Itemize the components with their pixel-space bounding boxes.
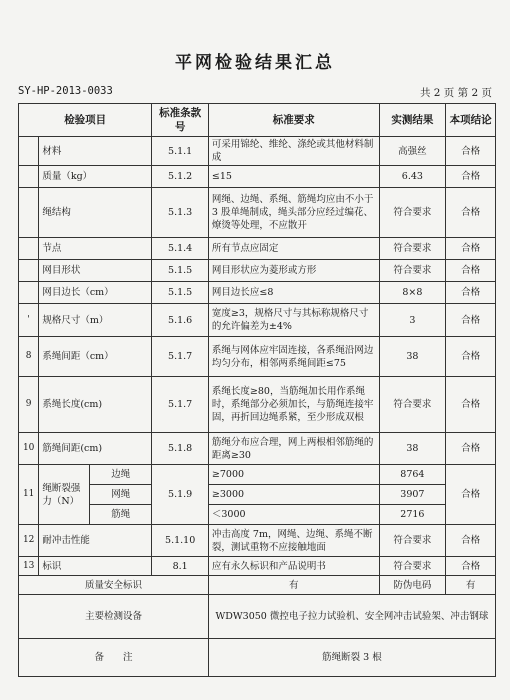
table-row [19,337,496,377]
verdict: 合格 [446,166,496,188]
equipment-value: WDW3050 微控电子拉力试验机、安全网冲击试验架、冲击钢球 [208,595,495,639]
table-row [19,137,496,166]
verdict: 合格 [446,337,496,377]
clause: 5.1.6 [152,304,209,337]
header-result: 实测结果 [379,104,446,137]
requirement: 网绳、边绳、系绳、筋绳均应由不小于 3 股单绳制成，绳头部分应经过编花、燎烫等处理，不应散开 [208,188,379,238]
header-row [19,104,496,137]
result: 符合要求 [379,260,446,282]
row-index: 9 [19,377,39,433]
strength-row [19,485,496,505]
safety-mark-row [19,576,496,595]
impact-row [19,525,496,557]
mark-row [19,557,496,576]
requirement: 冲击高度 7m，网绳、边绳、系绳不断裂，测试重物不应接触地面 [208,525,379,557]
inspection-table [18,103,496,677]
document-number: SY-HP-2013-0033 [18,85,113,97]
requirement: 系绳与网体应牢固连接，各系绳沿网边均匀分布，相邻两系绳间距≤75 [208,337,379,377]
result: 8×8 [379,282,446,304]
result: 38 [379,337,446,377]
clause: 5.1.1 [152,137,209,166]
table-row [19,433,496,465]
result: 符合要求 [379,238,446,260]
verdict: 合格 [446,188,496,238]
requirement: 宽度≥3，规格尺寸与其标称规格尺寸的允许偏差为±4% [208,304,379,337]
table-row [19,188,496,238]
strength-row [19,505,496,525]
strength-row [19,465,496,485]
requirement: ≥7000 [208,465,379,485]
table-row [19,238,496,260]
clause: 5.1.10 [152,525,209,557]
safety-mark-label: 质量安全标识 [19,576,209,595]
result: 符合要求 [379,377,446,433]
header-requirement: 标准要求 [208,104,379,137]
table-row [19,166,496,188]
verdict: 合格 [446,465,496,525]
item-name: 网目形状 [39,260,152,282]
verdict: 合格 [446,525,496,557]
row-index [19,260,39,282]
result: 符合要求 [379,557,446,576]
requirement: 所有节点应固定 [208,238,379,260]
page-count: 共 2 页 第 2 页 [419,87,492,99]
requirement: 网目边长应≤8 [208,282,379,304]
table-row [19,260,496,282]
item-name: 绳结构 [39,188,152,238]
item-name: 质量（kg） [39,166,152,188]
requirement: 系绳长度≥80，当筋绳加长用作系绳时，系绳部分必须加长，与筋绳连接牢固，再折回边绳系紧，至少形成双根 [208,377,379,433]
equipment-row [19,595,496,639]
clause: 5.1.7 [152,377,209,433]
item-name: 材料 [39,137,152,166]
remarks-value: 筋绳断裂 3 根 [208,639,495,677]
row-index: ' [19,304,39,337]
item-name: 系绳长度(cm) [39,377,152,433]
result: 3 [379,304,446,337]
safety-mark-verdict: 有 [446,576,496,595]
sub-item: 边绳 [90,465,152,485]
header-verdict: 本项结论 [446,104,496,137]
clause: 5.1.8 [152,433,209,465]
clause: 8.1 [152,557,209,576]
header-clause: 标准条款号 [152,104,209,137]
row-index [19,188,39,238]
result: 8764 [379,465,446,485]
verdict: 合格 [446,260,496,282]
row-index: 13 [19,557,39,576]
verdict: 合格 [446,282,496,304]
item-name: 网目边长（cm） [39,282,152,304]
row-index: 8 [19,337,39,377]
item-name: 规格尺寸（m） [39,304,152,337]
row-index [19,238,39,260]
row-index [19,282,39,304]
page-title: 平网检验结果汇总 [175,53,335,73]
item-name: 耐冲击性能 [39,525,152,557]
result: 符合要求 [379,525,446,557]
verdict: 合格 [446,304,496,337]
equipment-label: 主要检测设备 [19,595,209,639]
requirement: ＜3000 [208,505,379,525]
header-item: 检验项目 [19,104,152,137]
row-index: 11 [19,465,39,525]
item-name: 系绳间距（cm） [39,337,152,377]
requirement: 应有永久标识和产品说明书 [208,557,379,576]
verdict: 合格 [446,238,496,260]
verdict: 合格 [446,557,496,576]
result: 3907 [379,485,446,505]
requirement: ≥3000 [208,485,379,505]
result: 38 [379,433,446,465]
result: 6.43 [379,166,446,188]
clause: 5.1.7 [152,337,209,377]
safety-mark-result: 防伪电码 [379,576,446,595]
verdict: 合格 [446,433,496,465]
sub-item: 筋绳 [90,505,152,525]
clause: 5.1.4 [152,238,209,260]
safety-mark-value: 有 [208,576,379,595]
requirement: 网目形状应为菱形或方形 [208,260,379,282]
clause: 5.1.2 [152,166,209,188]
row-index: 10 [19,433,39,465]
row-index: 12 [19,525,39,557]
requirement: ≤15 [208,166,379,188]
requirement: 筋绳分布应合理，网上两根相邻筋绳的距离≥30 [208,433,379,465]
row-index [19,137,39,166]
requirement: 可采用锦纶、维纶、涤纶或其他材料制成 [208,137,379,166]
clause: 5.1.5 [152,260,209,282]
verdict: 合格 [446,377,496,433]
remarks-row [19,639,496,677]
result: 高强丝 [379,137,446,166]
item-name: 节点 [39,238,152,260]
clause: 5.1.3 [152,188,209,238]
remarks-label: 备 注 [19,639,209,677]
item-name: 绳断裂强力（N） [39,465,90,525]
table-row [19,304,496,337]
item-name: 标识 [39,557,152,576]
item-name: 筋绳间距(cm) [39,433,152,465]
result: 符合要求 [379,188,446,238]
result: 2716 [379,505,446,525]
clause: 5.1.5 [152,282,209,304]
sub-item: 网绳 [90,485,152,505]
table-row [19,282,496,304]
clause: 5.1.9 [152,465,209,525]
row-index [19,166,39,188]
verdict: 合格 [446,137,496,166]
table-row [19,377,496,433]
